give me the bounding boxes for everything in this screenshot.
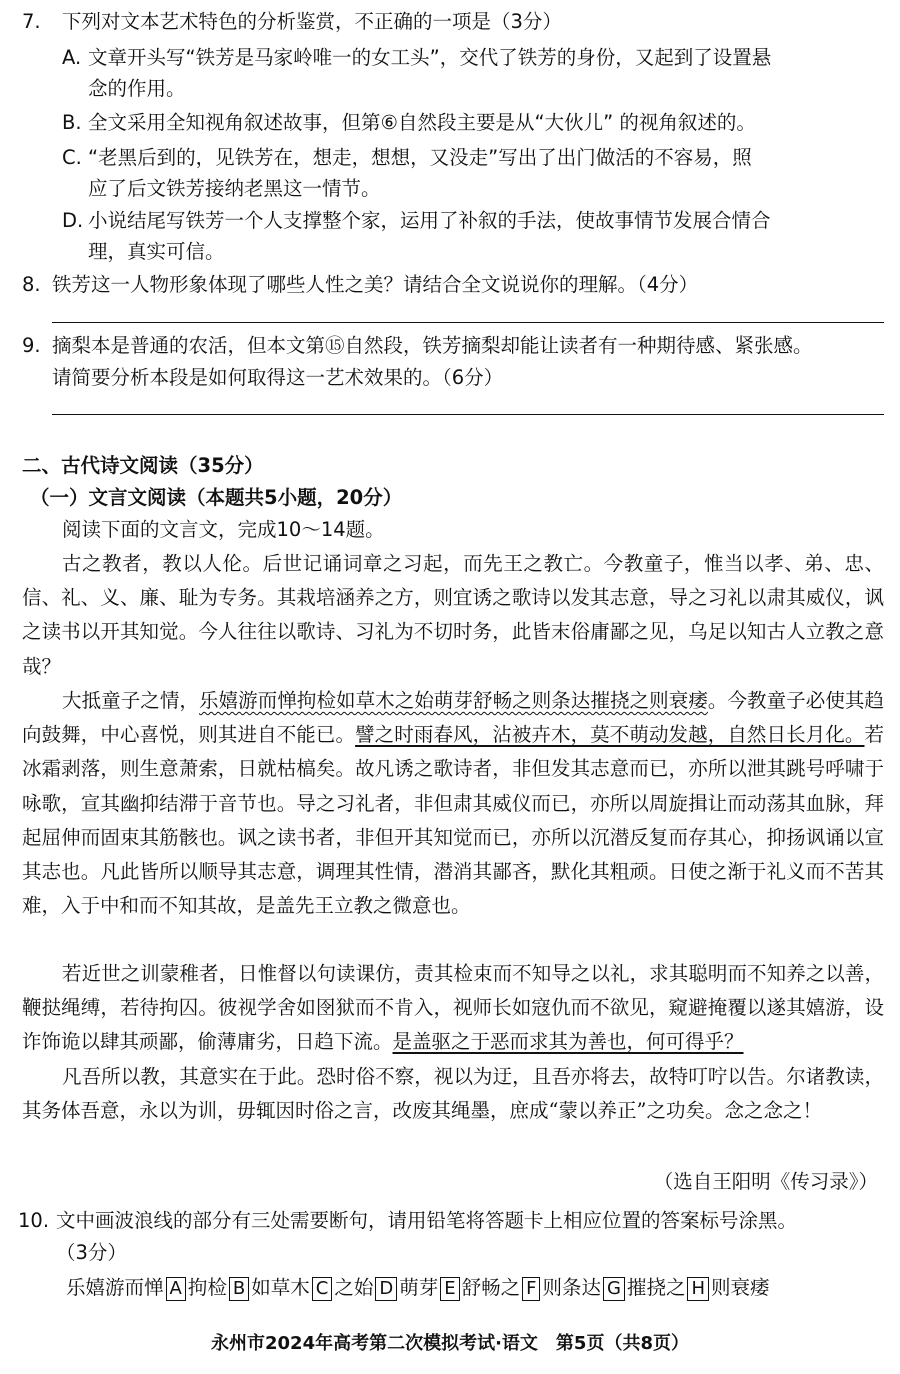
passage-text: 若冰霜剥落，则生意萧索，日就枯槁矣。故凡诱之歌诗者，非但发其志意而已，亦所以泄其跳号呼啸于咏歌，宣其幽抑结滞于音节也。导之习礼者，非但肃其威仪而已，亦所以周旋揖让而动荡其血脉，拜起屈伸而固束其筋骸也。讽之读书者，非但开其知觉而已，亦所以沉潜反复而存其心，抑扬讽诵以宣其志也。凡此皆所以顺导其志意，调理其性情，潜消其鄙吝，默化其粗顽。日使之渐于礼义而不苦其难，入于中和而不知其故，是盖先王立教之微意也。	[22, 723, 884, 918]
text-segment: 则衰痿	[711, 1276, 770, 1299]
option-text-cont: 念的作用。	[88, 77, 186, 100]
text-segment: 萌芽	[399, 1276, 439, 1299]
option-letter: C.	[62, 146, 82, 169]
option-letter: A.	[62, 46, 82, 69]
section-title: 二、古代诗文阅读（35分）	[22, 454, 264, 477]
break-marker-g[interactable]: G	[603, 1277, 625, 1301]
passage-paragraph-1: 古之教者，教以人伦。后世记诵词章之习起，而先王之教亡。今教童子，惟当以孝、弟、忠、信、礼、义、廉、耻为专务。其栽培涵养之方，则宜诱之歌诗以发其志意，导之习礼以肃其威仪，讽之读书以开其知觉。今人往往以歌诗、习礼为不切时务，此皆末俗庸鄙之见，乌足以知古人立教之意哉？	[22, 552, 884, 678]
text-segment: 乐嬉游而惮	[66, 1276, 164, 1299]
option-text: “老黑后到的，见铁芳在，想走，想想，又没走”写出了出门做活的不容易，照	[88, 146, 752, 169]
passage-paragraph-2	[22, 684, 884, 923]
underlined-sentence: 是盖驱之于恶而求其为善也，何可得乎？	[392, 1030, 744, 1054]
question-stem-cont: 请简要分析本段是如何取得这一艺术效果的。（6分）	[52, 366, 504, 389]
text-segment: 如草木	[251, 1276, 310, 1299]
passage-text: 。今教童子必使其趋向鼓舞，中心喜悦，则其进自不能已。	[22, 689, 884, 747]
option-letter: B.	[62, 111, 82, 134]
passage-text: 若近世之训蒙稚者，日惟督以句读课仿，责其检束而不知导之以礼，求其聪明而不知养之以善，鞭挞绳缚，若待拘囚。彼视学舍如囹狱而不肯入，视师长如寇仇而不欲见，窥避掩覆以遂其嬉游，设诈饰诡以肆其顽鄙，偷薄庸劣，日趋下流。	[22, 962, 884, 1054]
text-segment: 则条达	[542, 1276, 601, 1299]
option-c	[62, 142, 887, 204]
subsection-title: （一）文言文阅读（本题共5小题，20分）	[30, 486, 403, 509]
answer-line[interactable]	[52, 322, 884, 323]
sentence-break-options	[66, 1272, 770, 1303]
break-marker-b[interactable]: B	[229, 1277, 249, 1301]
option-text: 小说结尾写铁芳一个人支撑整个家，运用了补叙的手法，使故事情节发展合情合	[88, 209, 771, 232]
option-text-cont: 应了后文铁芳接纳老黑这一情节。	[88, 177, 381, 200]
question-number: 10.	[18, 1209, 50, 1232]
break-marker-e[interactable]: E	[440, 1277, 459, 1301]
text-segment: 摧挠之	[626, 1276, 686, 1299]
break-marker-a[interactable]: A	[166, 1277, 186, 1301]
text-segment: 拘检	[187, 1276, 227, 1299]
option-a	[62, 42, 887, 104]
underlined-sentence: 譬之时雨春风，沾被卉木，莫不萌动发越，自然日长月化。	[355, 723, 865, 747]
passage-source: （选自王阳明《传习录》）	[653, 1170, 878, 1193]
question-score: （3分）	[56, 1241, 127, 1264]
passage-paragraph-4: 凡吾所以教，其意实在于此。恐时俗不察，视以为迂，且吾亦将去，故特叮咛以告。尔诸教读，其务体吾意，永以为训，毋辄因时俗之言，改废其绳墨，庶成“蒙以养正”之功矣。念之念之！	[22, 1065, 884, 1123]
passage-text: 大抵童子之情，	[62, 689, 200, 712]
option-text: 全文采用全知视角叙述故事，但第⑥自然段主要是从“大伙儿” 的视角叙述的。	[88, 111, 756, 134]
question-stem: 摘梨本是普通的农活，但本文第⑮自然段，铁芳摘梨却能让读者有一种期待感、紧张感。	[52, 334, 813, 357]
question-9	[22, 330, 892, 400]
question-stem: 下列对文本艺术特色的分析鉴赏，不正确的一项是（3分）	[62, 10, 562, 33]
question-number: 8.	[22, 273, 41, 296]
option-b	[62, 107, 887, 138]
text-segment: 之始	[334, 1276, 374, 1299]
page-footer: 永州市2024年高考第二次模拟考试·语文 第5页（共8页）	[211, 1333, 689, 1354]
option-d	[62, 205, 887, 267]
break-marker-c[interactable]: C	[312, 1277, 333, 1301]
option-text-cont: 理，真实可信。	[88, 240, 225, 263]
break-marker-h[interactable]: H	[687, 1277, 709, 1301]
question-number: 7.	[22, 10, 41, 33]
wavy-underlined-text: 乐嬉游而惮拘检如草木之始萌芽舒畅之则条达摧挠之则衰痿	[199, 689, 708, 712]
answer-line[interactable]	[52, 414, 884, 415]
text-segment: 舒畅之	[461, 1276, 521, 1299]
option-letter: D.	[62, 209, 84, 232]
break-marker-d[interactable]: D	[375, 1277, 397, 1301]
question-stem: 文中画波浪线的部分有三处需要断句，请用铅笔将答题卡上相应位置的答案标号涂黑。	[56, 1209, 798, 1232]
question-number: 9.	[22, 334, 41, 357]
reading-instruction: 阅读下面的文言文，完成10～14题。	[62, 518, 385, 541]
break-marker-f[interactable]: F	[522, 1277, 540, 1301]
option-text: 文章开头写“铁芳是马家岭唯一的女工头”，交代了铁芳的身份，又起到了设置悬	[88, 46, 772, 69]
passage-paragraph-3	[22, 957, 884, 1060]
question-stem: 铁芳这一人物形象体现了哪些人性之美？请结合全文说说你的理解。（4分）	[52, 273, 699, 296]
